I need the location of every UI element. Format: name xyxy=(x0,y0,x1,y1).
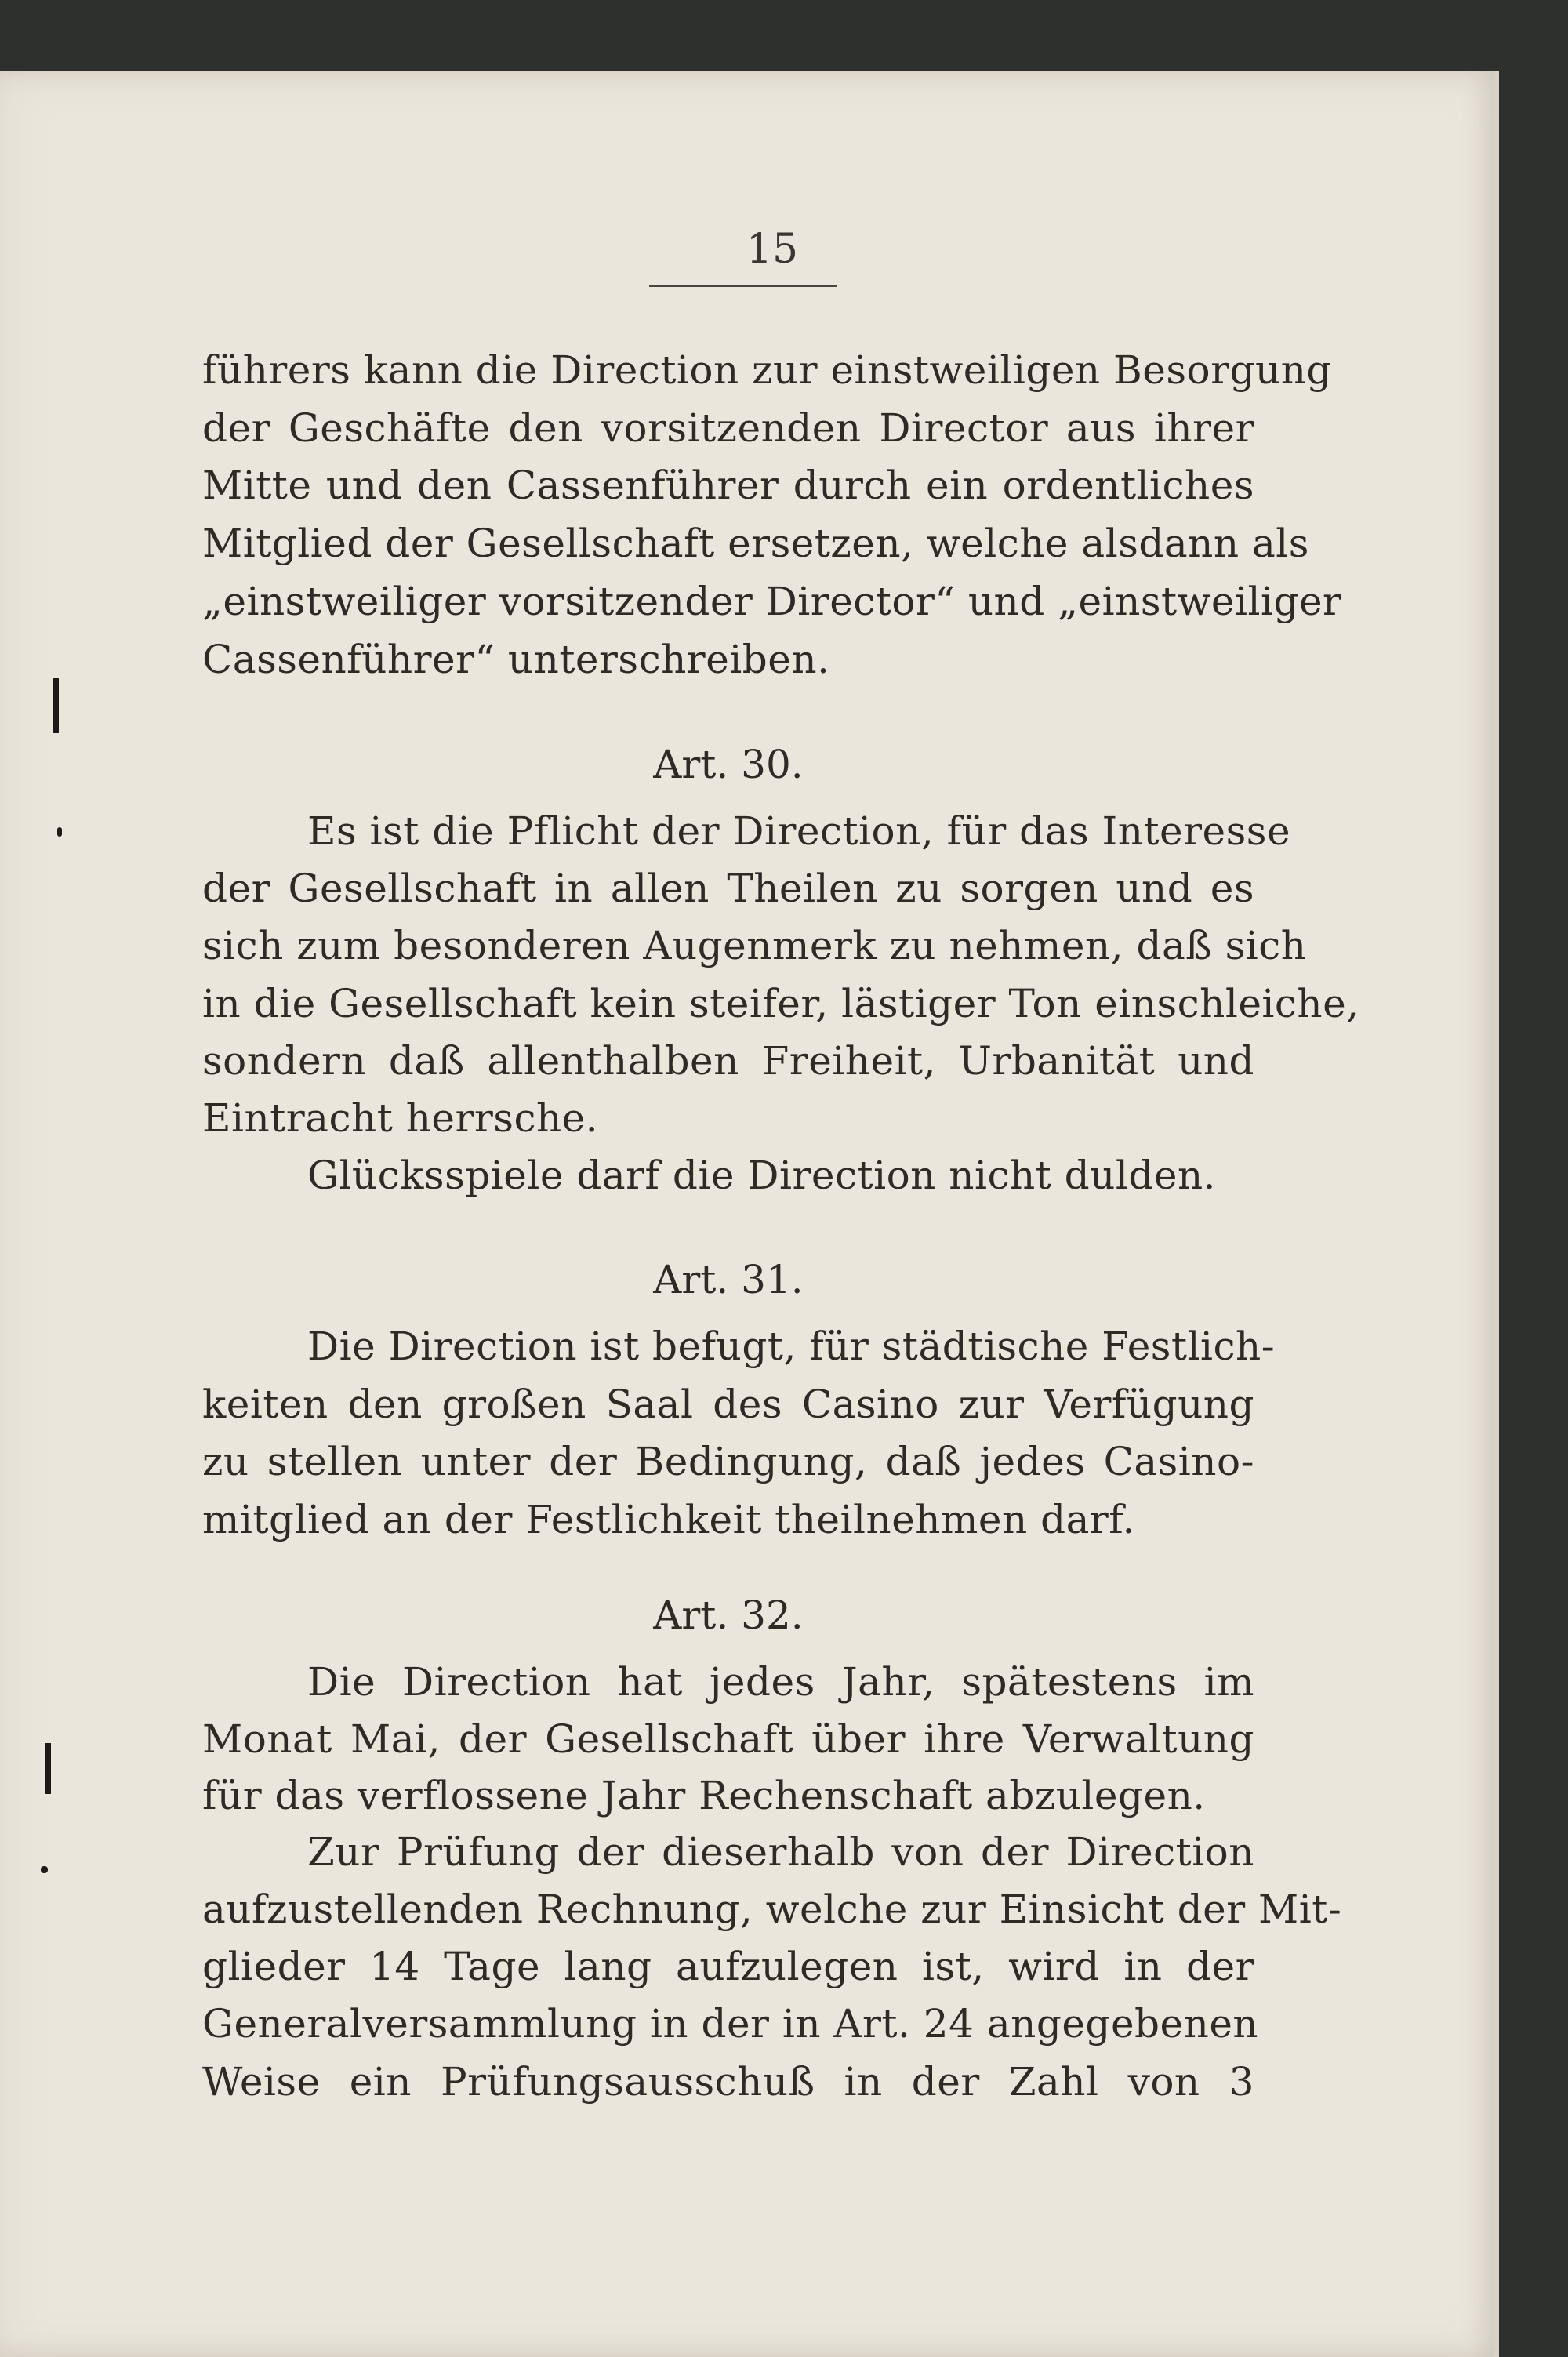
text-line: glieder 14 Tage lang aufzulegen ist, wird in der xyxy=(202,1944,1254,1989)
text-line: Mitte und den Cassenführer durch ein ordentliches xyxy=(202,463,1254,508)
margin-mark xyxy=(45,1743,51,1794)
text-line: Generalversammlung in der in Art. 24 angegebenen xyxy=(202,2001,1259,2046)
text-line: Eintracht herrsche. xyxy=(202,1095,599,1141)
text-line: Die Direction hat jedes Jahr, spätestens im xyxy=(307,1659,1254,1705)
text-line: Weise ein Prüfungsausschuß in der Zahl von 3 xyxy=(202,2059,1254,2105)
text-line: Glücksspiele darf die Direction nicht dulden. xyxy=(307,1153,1217,1198)
article-heading: Art. 32. xyxy=(653,1593,804,1638)
margin-mark xyxy=(57,827,62,837)
text-line: in die Gesellschaft kein steifer, lästiger Ton einschleiche, xyxy=(202,981,1359,1026)
book-page xyxy=(0,71,1499,2357)
text-line: Cassenführer“ unterschreiben. xyxy=(202,637,830,682)
text-line: Zur Prüfung der dieserhalb von der Direction xyxy=(307,1829,1254,1875)
text-line: Monat Mai, der Gesellschaft über ihre Verwaltung xyxy=(202,1716,1254,1762)
margin-mark xyxy=(41,1866,48,1873)
page-body xyxy=(0,71,1499,2357)
article-heading: Art. 30. xyxy=(653,742,804,787)
page-number: 15 xyxy=(746,226,799,273)
text-line: Es ist die Pflicht der Direction, für das Interesse xyxy=(307,808,1291,854)
text-line: für das verflossene Jahr Rechenschaft abzulegen. xyxy=(202,1773,1206,1818)
margin-mark xyxy=(53,678,59,733)
article-heading: Art. 31. xyxy=(653,1257,804,1302)
text-line: Die Direction ist befugt, für städtische Festlich- xyxy=(307,1324,1276,1369)
text-line: Mitglied der Gesellschaft ersetzen, welche alsdann als xyxy=(202,521,1309,566)
text-line: sondern daß allenthalben Freiheit, Urbanität und xyxy=(202,1038,1254,1084)
text-line: „einstweiliger vorsitzender Director“ und „einstweiliger xyxy=(202,579,1342,624)
text-line: zu stellen unter der Bedingung, daß jedes Casino- xyxy=(202,1439,1254,1484)
text-line: sich zum besonderen Augenmerk zu nehmen, daß sich xyxy=(202,923,1307,968)
text-line: der Geschäfte den vorsitzenden Director aus ihrer xyxy=(202,405,1254,451)
text-line: mitglied an der Festlichkeit theilnehmen darf. xyxy=(202,1497,1135,1542)
text-line: der Gesellschaft in allen Theilen zu sorgen und es xyxy=(202,866,1254,911)
text-line: führers kann die Direction zur einstweiligen Besorgung xyxy=(202,347,1332,393)
text-line: keiten den großen Saal des Casino zur Verfügung xyxy=(202,1382,1254,1427)
text-line: aufzustellenden Rechnung, welche zur Einsicht der Mit- xyxy=(202,1887,1342,1932)
